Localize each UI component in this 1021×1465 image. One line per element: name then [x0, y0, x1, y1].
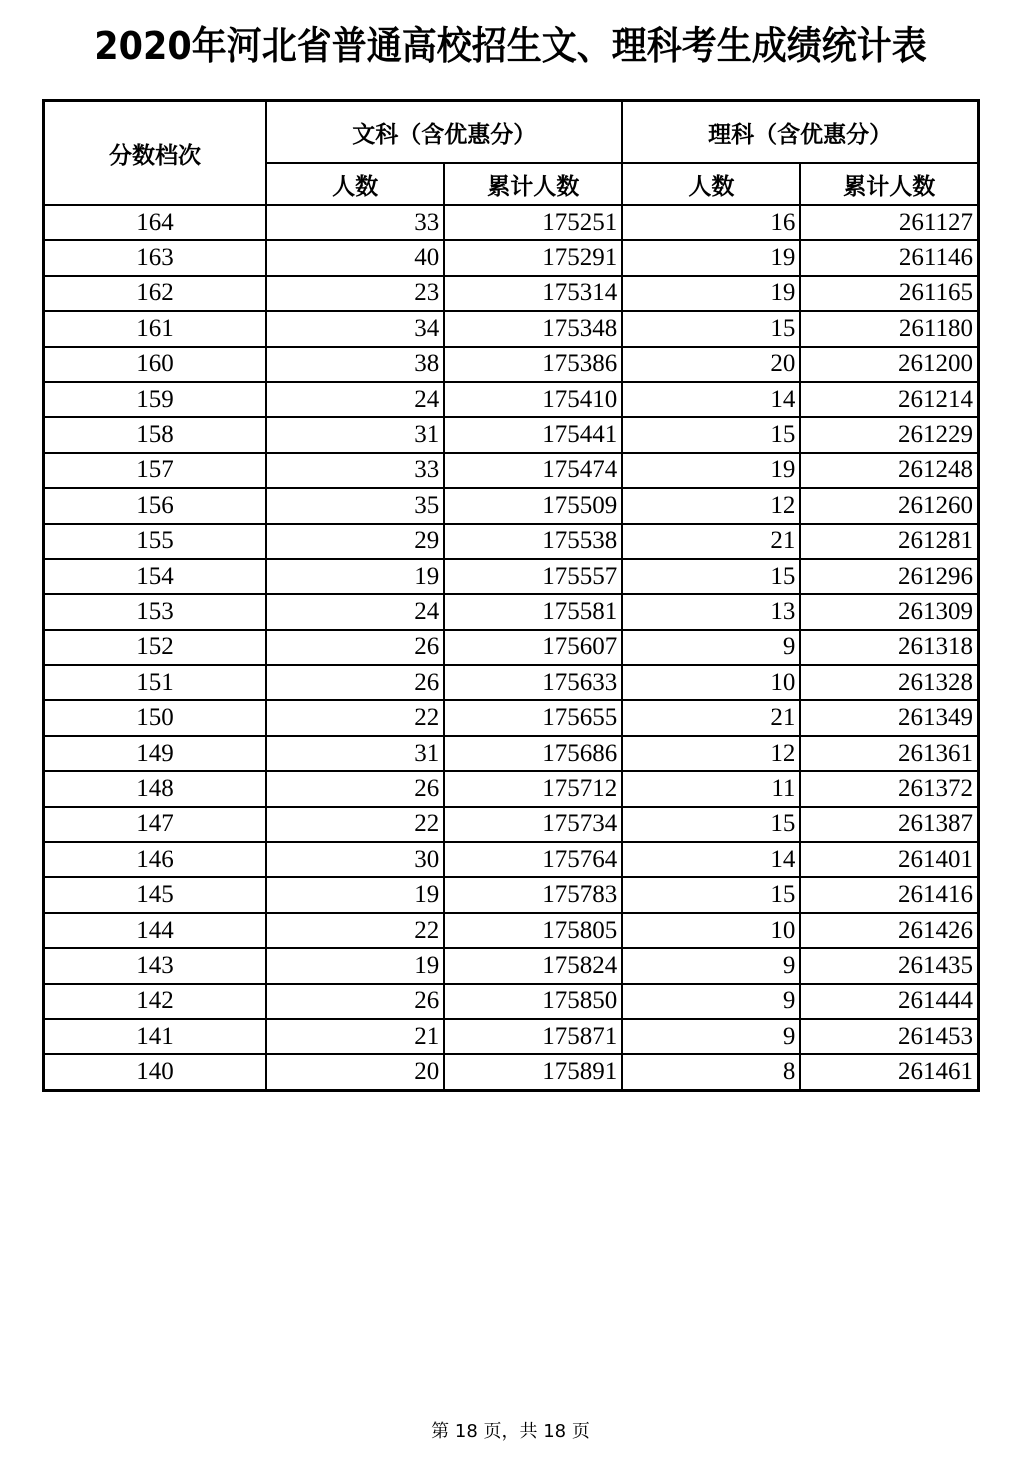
score-cell: 143 — [44, 948, 267, 983]
science-cumulative-cell: 261444 — [800, 984, 978, 1019]
score-cell: 157 — [44, 453, 267, 488]
liberal-arts-cumulative-cell: 175764 — [444, 842, 622, 877]
score-cell: 160 — [44, 347, 267, 382]
science-cumulative-cell: 261318 — [800, 630, 978, 665]
table-row — [44, 205, 979, 240]
science-cumulative-cell: 261372 — [800, 771, 978, 806]
liberal-arts-count-cell: 30 — [266, 842, 444, 877]
science-cumulative-cell: 261328 — [800, 665, 978, 700]
science-cumulative-cell: 261349 — [800, 700, 978, 735]
liberal-arts-cumulative-cell: 175314 — [444, 276, 622, 311]
liberal-arts-cumulative-cell: 175441 — [444, 417, 622, 452]
science-count-cell: 12 — [622, 736, 800, 771]
science-count-cell: 8 — [622, 1054, 800, 1090]
liberal-arts-cumulative-cell: 175824 — [444, 948, 622, 983]
liberal-arts-cumulative-cell: 175557 — [444, 559, 622, 594]
score-cell: 164 — [44, 205, 267, 240]
score-cell: 154 — [44, 559, 267, 594]
science-cumulative-cell: 261127 — [800, 205, 978, 240]
score-cell: 144 — [44, 913, 267, 948]
science-cumulative-cell: 261214 — [800, 382, 978, 417]
science-count-cell: 21 — [622, 700, 800, 735]
liberal-arts-count-cell: 19 — [266, 559, 444, 594]
table-row — [44, 630, 979, 665]
science-count-cell: 19 — [622, 453, 800, 488]
table-row — [44, 347, 979, 382]
science-count-cell: 10 — [622, 665, 800, 700]
score-cell: 142 — [44, 984, 267, 1019]
header-science-count: 人数 — [622, 163, 800, 205]
score-cell: 140 — [44, 1054, 267, 1090]
science-count-cell: 9 — [622, 984, 800, 1019]
score-cell: 145 — [44, 877, 267, 912]
table-row — [44, 771, 979, 806]
liberal-arts-count-cell: 35 — [266, 488, 444, 523]
science-count-cell: 9 — [622, 948, 800, 983]
table-row — [44, 913, 979, 948]
table-row — [44, 382, 979, 417]
science-count-cell: 14 — [622, 382, 800, 417]
page-footer: 第 18 页，共 18 页 — [431, 1421, 590, 1442]
science-count-cell: 19 — [622, 276, 800, 311]
science-cumulative-cell: 261281 — [800, 524, 978, 559]
score-cell: 152 — [44, 630, 267, 665]
liberal-arts-count-cell: 33 — [266, 453, 444, 488]
liberal-arts-count-cell: 34 — [266, 311, 444, 346]
liberal-arts-count-cell: 22 — [266, 807, 444, 842]
science-count-cell: 16 — [622, 205, 800, 240]
table-row — [44, 240, 979, 275]
liberal-arts-count-cell: 26 — [266, 630, 444, 665]
science-count-cell: 21 — [622, 524, 800, 559]
science-cumulative-cell: 261416 — [800, 877, 978, 912]
score-cell: 156 — [44, 488, 267, 523]
liberal-arts-count-cell: 29 — [266, 524, 444, 559]
score-cell: 163 — [44, 240, 267, 275]
liberal-arts-cumulative-cell: 175538 — [444, 524, 622, 559]
score-cell: 159 — [44, 382, 267, 417]
science-count-cell: 9 — [622, 1019, 800, 1054]
science-cumulative-cell: 261165 — [800, 276, 978, 311]
science-cumulative-cell: 261260 — [800, 488, 978, 523]
science-cumulative-cell: 261146 — [800, 240, 978, 275]
table-row — [44, 877, 979, 912]
liberal-arts-count-cell: 26 — [266, 771, 444, 806]
science-cumulative-cell: 261435 — [800, 948, 978, 983]
document-title: 2020年河北省普通高校招生文、理科考生成绩统计表 — [94, 25, 927, 69]
science-count-cell: 15 — [622, 559, 800, 594]
table-row — [44, 984, 979, 1019]
score-cell: 161 — [44, 311, 267, 346]
header-liberal-arts-cumulative: 累计人数 — [444, 163, 622, 205]
science-count-cell: 19 — [622, 240, 800, 275]
score-cell: 146 — [44, 842, 267, 877]
liberal-arts-cumulative-cell: 175348 — [444, 311, 622, 346]
liberal-arts-count-cell: 26 — [266, 665, 444, 700]
liberal-arts-cumulative-cell: 175655 — [444, 700, 622, 735]
header-liberal-arts-count: 人数 — [266, 163, 444, 205]
score-cell: 153 — [44, 594, 267, 629]
science-count-cell: 15 — [622, 417, 800, 452]
liberal-arts-cumulative-cell: 175386 — [444, 347, 622, 382]
science-count-cell: 15 — [622, 807, 800, 842]
liberal-arts-cumulative-cell: 175871 — [444, 1019, 622, 1054]
science-cumulative-cell: 261453 — [800, 1019, 978, 1054]
header-science-cumulative: 累计人数 — [800, 163, 978, 205]
liberal-arts-count-cell: 19 — [266, 877, 444, 912]
table-row — [44, 807, 979, 842]
science-cumulative-cell: 261426 — [800, 913, 978, 948]
table-row — [44, 276, 979, 311]
science-count-cell: 20 — [622, 347, 800, 382]
liberal-arts-count-cell: 26 — [266, 984, 444, 1019]
liberal-arts-cumulative-cell: 175251 — [444, 205, 622, 240]
science-cumulative-cell: 261229 — [800, 417, 978, 452]
liberal-arts-count-cell: 22 — [266, 700, 444, 735]
table-body — [44, 205, 979, 1090]
score-cell: 149 — [44, 736, 267, 771]
liberal-arts-cumulative-cell: 175686 — [444, 736, 622, 771]
liberal-arts-cumulative-cell: 175891 — [444, 1054, 622, 1090]
table-row — [44, 948, 979, 983]
table-row — [44, 842, 979, 877]
liberal-arts-cumulative-cell: 175712 — [444, 771, 622, 806]
table-row — [44, 311, 979, 346]
score-cell: 148 — [44, 771, 267, 806]
science-count-cell: 9 — [622, 630, 800, 665]
science-count-cell: 14 — [622, 842, 800, 877]
liberal-arts-count-cell: 33 — [266, 205, 444, 240]
liberal-arts-cumulative-cell: 175850 — [444, 984, 622, 1019]
liberal-arts-count-cell: 23 — [266, 276, 444, 311]
score-cell: 147 — [44, 807, 267, 842]
table-row — [44, 594, 979, 629]
liberal-arts-count-cell: 22 — [266, 913, 444, 948]
table-row — [44, 524, 979, 559]
liberal-arts-count-cell: 31 — [266, 417, 444, 452]
science-cumulative-cell: 261401 — [800, 842, 978, 877]
liberal-arts-cumulative-cell: 175410 — [444, 382, 622, 417]
liberal-arts-count-cell: 24 — [266, 382, 444, 417]
science-cumulative-cell: 261361 — [800, 736, 978, 771]
header-score-level: 分数档次 — [44, 101, 267, 206]
score-cell: 151 — [44, 665, 267, 700]
science-count-cell: 12 — [622, 488, 800, 523]
table-row — [44, 736, 979, 771]
liberal-arts-cumulative-cell: 175633 — [444, 665, 622, 700]
liberal-arts-count-cell: 38 — [266, 347, 444, 382]
liberal-arts-count-cell: 31 — [266, 736, 444, 771]
table-row — [44, 417, 979, 452]
table-row — [44, 559, 979, 594]
table-row — [44, 1054, 979, 1090]
score-cell: 150 — [44, 700, 267, 735]
header-row-group — [44, 101, 979, 164]
header-science: 理科（含优惠分） — [622, 101, 978, 164]
science-cumulative-cell: 261296 — [800, 559, 978, 594]
liberal-arts-cumulative-cell: 175581 — [444, 594, 622, 629]
science-count-cell: 10 — [622, 913, 800, 948]
liberal-arts-count-cell: 19 — [266, 948, 444, 983]
science-cumulative-cell: 261309 — [800, 594, 978, 629]
science-cumulative-cell: 261248 — [800, 453, 978, 488]
table-row — [44, 453, 979, 488]
score-cell: 158 — [44, 417, 267, 452]
table-row — [44, 665, 979, 700]
score-cell: 141 — [44, 1019, 267, 1054]
science-count-cell: 15 — [622, 877, 800, 912]
header-liberal-arts: 文科（含优惠分） — [266, 101, 622, 164]
liberal-arts-count-cell: 40 — [266, 240, 444, 275]
liberal-arts-cumulative-cell: 175291 — [444, 240, 622, 275]
liberal-arts-cumulative-cell: 175783 — [444, 877, 622, 912]
science-count-cell: 11 — [622, 771, 800, 806]
science-cumulative-cell: 261461 — [800, 1054, 978, 1090]
liberal-arts-count-cell: 20 — [266, 1054, 444, 1090]
score-cell: 155 — [44, 524, 267, 559]
liberal-arts-count-cell: 24 — [266, 594, 444, 629]
science-count-cell: 15 — [622, 311, 800, 346]
liberal-arts-count-cell: 21 — [266, 1019, 444, 1054]
science-cumulative-cell: 261180 — [800, 311, 978, 346]
table-row — [44, 1019, 979, 1054]
table-row — [44, 488, 979, 523]
score-statistics-table — [42, 99, 980, 1092]
score-cell: 162 — [44, 276, 267, 311]
liberal-arts-cumulative-cell: 175734 — [444, 807, 622, 842]
science-count-cell: 13 — [622, 594, 800, 629]
liberal-arts-cumulative-cell: 175805 — [444, 913, 622, 948]
table-row — [44, 700, 979, 735]
science-cumulative-cell: 261387 — [800, 807, 978, 842]
liberal-arts-cumulative-cell: 175509 — [444, 488, 622, 523]
liberal-arts-cumulative-cell: 175607 — [444, 630, 622, 665]
science-cumulative-cell: 261200 — [800, 347, 978, 382]
liberal-arts-cumulative-cell: 175474 — [444, 453, 622, 488]
